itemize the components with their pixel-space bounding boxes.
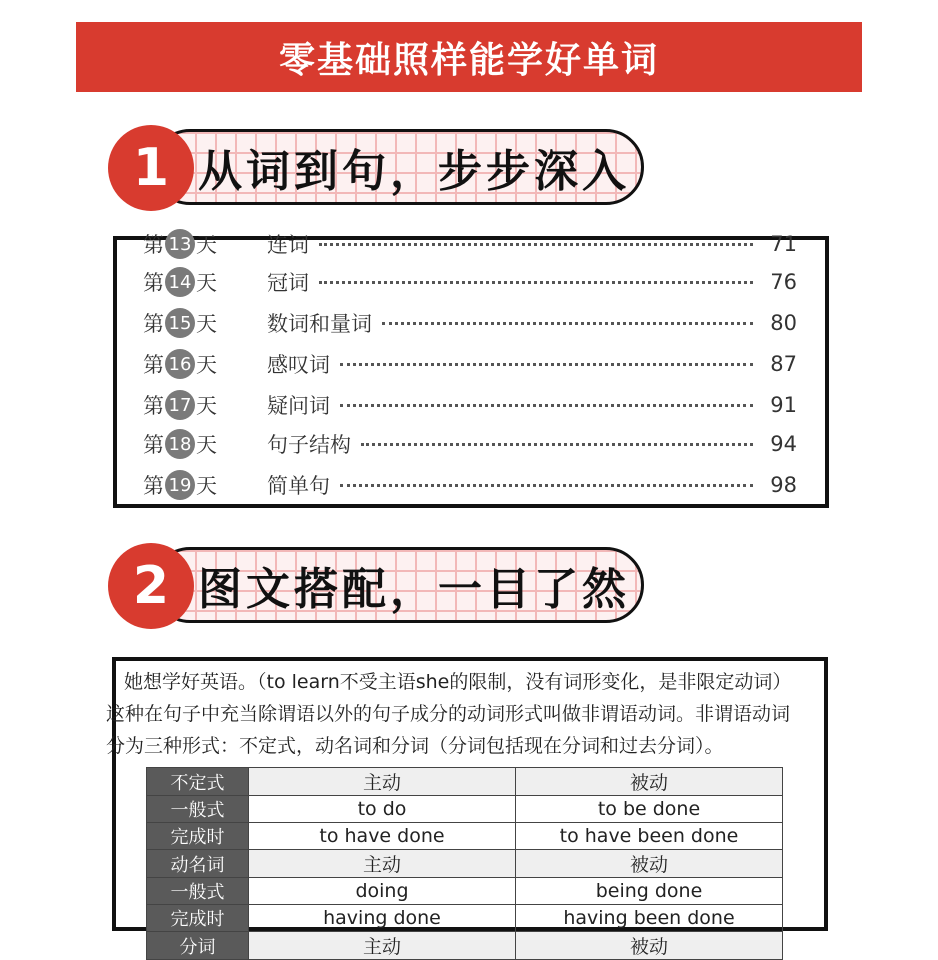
active-cell: doing (249, 878, 516, 905)
active-cell: having done (249, 905, 516, 932)
passive-cell: 被动 (516, 768, 783, 796)
grammar-excerpt (106, 657, 828, 958)
toc-page: 76 (770, 270, 797, 294)
toc-day: 第 19 天 (143, 470, 241, 500)
table-row (147, 823, 783, 850)
toc-title: 简单句 (267, 474, 330, 498)
toc-row (143, 264, 797, 300)
toc-page: 91 (770, 393, 797, 417)
row-label: 不定式 (147, 768, 249, 796)
non-finite-verb-table (146, 767, 783, 960)
toc-row (143, 346, 797, 382)
passive-cell: having been done (516, 905, 783, 932)
dot-leader (340, 484, 753, 487)
passive-cell: to have been done (516, 823, 783, 850)
passive-cell: 被动 (516, 850, 783, 878)
row-label: 完成时 (147, 905, 249, 932)
toc-title: 冠词 (267, 271, 309, 295)
toc-day: 第 18 天 (143, 429, 241, 459)
toc-row (143, 305, 797, 341)
day-number-badge: 15 (165, 308, 195, 338)
paragraph-line-3: 分为三种形式：不定式，动名词和分词（分词包括现在分词和过去分词）。 (106, 735, 724, 757)
toc-day: 第 14 天 (143, 267, 241, 297)
dot-leader (340, 363, 753, 366)
table-row (147, 796, 783, 823)
section-2-header (108, 543, 648, 629)
toc-day: 第 13 天 (143, 229, 241, 259)
row-label: 分词 (147, 932, 249, 960)
day-number-badge: 19 (165, 470, 195, 500)
table-row (147, 905, 783, 932)
section-2-title: 图文搭配，一目了然 (198, 564, 630, 615)
day-number-badge: 14 (165, 267, 195, 297)
active-cell: 主动 (249, 932, 516, 960)
toc-title: 数词和量词 (267, 312, 372, 336)
table-row (147, 850, 783, 878)
row-label: 一般式 (147, 878, 249, 905)
dot-leader (319, 281, 753, 284)
toc-title: 疑问词 (267, 394, 330, 418)
dot-leader (382, 322, 753, 325)
section-1-number: 1 (108, 125, 194, 211)
day-number-badge: 17 (165, 390, 195, 420)
toc-row (143, 467, 797, 503)
toc-title: 感叹词 (267, 353, 330, 377)
dot-leader (319, 243, 753, 246)
day-number-badge: 16 (165, 349, 195, 379)
dot-leader (340, 404, 753, 407)
toc-row (143, 387, 797, 423)
toc-page: 94 (770, 432, 797, 456)
paragraph-line-2: 这种在句子中充当除谓语以外的句子成分的动词形式叫做非谓语动词。非谓语动词 (106, 703, 791, 725)
day-number-badge: 13 (165, 229, 195, 259)
toc-page: 87 (770, 352, 797, 376)
toc-row (143, 426, 797, 462)
row-label: 动名词 (147, 850, 249, 878)
toc-page: 71 (770, 232, 797, 256)
top-banner (76, 22, 862, 92)
toc-row-partial (143, 226, 797, 262)
passive-cell: being done (516, 878, 783, 905)
day-number-badge: 18 (165, 429, 195, 459)
dot-leader (361, 443, 753, 446)
passive-cell: 被动 (516, 932, 783, 960)
paragraph-line-1: 她想学好英语。（to learn不受主语she的限制，没有词形变化，是非限定动词） (124, 671, 792, 693)
passive-cell: to be done (516, 796, 783, 823)
active-cell: 主动 (249, 850, 516, 878)
toc-title: 连词 (267, 233, 309, 257)
row-label: 完成时 (147, 823, 249, 850)
banner-title: 零基础照样能学好单词 (278, 39, 659, 81)
table-row (147, 932, 783, 960)
section-1-title: 从词到句，步步深入 (198, 146, 630, 197)
table-row (147, 768, 783, 796)
table-of-contents (113, 232, 829, 508)
row-label: 一般式 (147, 796, 249, 823)
toc-title: 句子结构 (267, 433, 351, 457)
active-cell: to do (249, 796, 516, 823)
active-cell: to have done (249, 823, 516, 850)
toc-day: 第 16 天 (143, 349, 241, 379)
table-row (147, 878, 783, 905)
active-cell: 主动 (249, 768, 516, 796)
toc-day: 第 15 天 (143, 308, 241, 338)
toc-page: 80 (770, 311, 797, 335)
section-2-number: 2 (108, 543, 194, 629)
section-1-header (108, 125, 648, 211)
toc-day: 第 17 天 (143, 390, 241, 420)
toc-page: 98 (770, 473, 797, 497)
